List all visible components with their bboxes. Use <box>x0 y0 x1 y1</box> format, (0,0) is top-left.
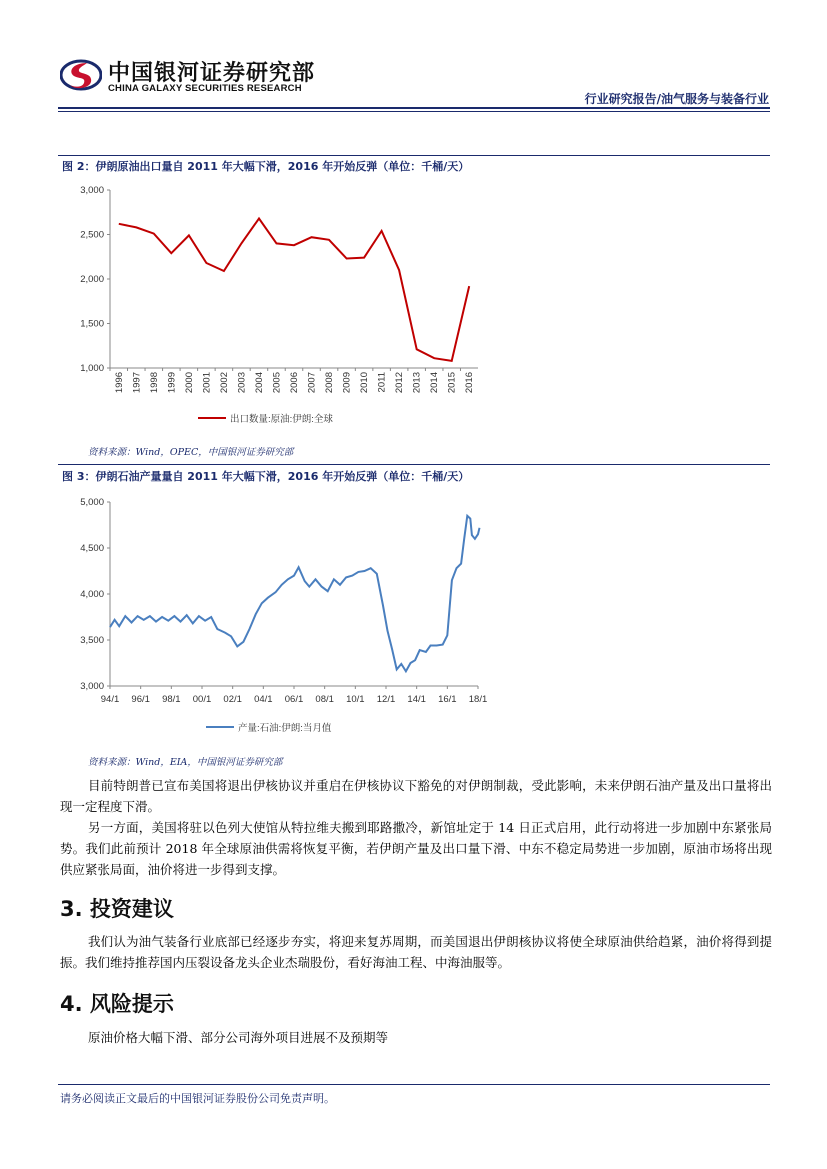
x-tick-label: 04/1 <box>254 694 273 705</box>
report-type: 行业研究报告/油气服务与装备行业 <box>584 92 769 106</box>
x-tick-label: 06/1 <box>284 694 304 705</box>
x-tick-label: 1997 <box>131 372 143 394</box>
body-paragraph: 原油价格大幅下滑、部分公司海外项目进展不及预期等 <box>88 1030 389 1045</box>
x-tick-label: 18/1 <box>468 694 488 705</box>
series-line <box>119 219 469 361</box>
x-tick-label: 1999 <box>166 372 178 394</box>
y-tick-label: 1,000 <box>80 363 104 374</box>
x-tick-label: 02/1 <box>223 694 242 705</box>
y-tick-label: 2,000 <box>80 274 104 285</box>
x-tick-label: 2013 <box>411 372 423 394</box>
figure-title: 图 3：伊朗石油产量量自 2011 年大幅下滑，2016 年开始反弹（单位：千桶/天） <box>62 470 470 483</box>
y-tick-label: 3,000 <box>80 185 104 196</box>
legend-label: 出口数量:原油:伊朗:全球 <box>230 414 333 425</box>
x-tick-label: 2005 <box>271 372 283 394</box>
x-tick-label: 14/1 <box>407 694 426 705</box>
y-tick-label: 3,500 <box>80 635 104 646</box>
x-tick-label: 16/1 <box>438 694 457 705</box>
x-tick-label: 94/1 <box>100 694 120 705</box>
figure-title: 图 2：伊朗原油出口量自 2011 年大幅下滑，2016 年开始反弹（单位：千桶/天） <box>62 160 470 173</box>
section-heading: 3. 投资建议 <box>60 897 174 921</box>
x-tick-label: 10/1 <box>346 694 365 705</box>
x-tick-label: 2000 <box>183 372 195 394</box>
x-tick-label: 2011 <box>376 372 388 393</box>
footer-rule <box>58 1084 770 1085</box>
body-paragraph: 另一方面，美国将驻以色列大使馆从特拉维夫搬到耶路撒冷，新馆址定于 14 日正式启用，此行动将进一步加剧中东紧张局势。我们此前预计 2018 年全球原油供需将恢复平衡，若伊朗产量及出口量下滑、中东不稳定局势进一步加剧，原油市场将出现供应紧张局面，油价将进一步得到支撑。 <box>60 820 772 877</box>
x-tick-label: 2010 <box>359 372 371 394</box>
x-tick-label: 2012 <box>394 372 406 394</box>
x-tick-label: 1998 <box>148 372 160 394</box>
figure-rule <box>58 464 770 465</box>
x-tick-label: 2007 <box>306 372 318 394</box>
y-tick-label: 5,000 <box>80 497 104 508</box>
figure-source: 资料来源：Wind，OPEC，中国银河证券研究部 <box>88 447 294 458</box>
y-tick-label: 2,500 <box>80 229 104 241</box>
y-tick-label: 3,000 <box>80 681 104 692</box>
legend-label: 产量:石油:伊朗:当月值 <box>238 723 332 734</box>
section-heading: 4. 风险提示 <box>60 992 174 1016</box>
header-rule-thin <box>58 111 770 112</box>
x-tick-label: 08/1 <box>315 694 334 705</box>
x-tick-label: 2001 <box>201 372 213 394</box>
y-tick-label: 4,500 <box>80 543 104 554</box>
x-tick-label: 2009 <box>341 372 353 394</box>
x-tick-label: 2004 <box>253 372 265 394</box>
x-tick-label: 2015 <box>446 372 458 394</box>
x-tick-label: 98/1 <box>162 694 181 705</box>
body-paragraph: 我们认为油气装备行业底部已经逐步夯实，将迎来复苏周期，而美国退出伊朗核协议将使全球原油供给趋紧，油价将得到提振。我们维持推荐国内压裂设备龙头企业杰瑞股份，看好海油工程、中海油服等。 <box>60 934 772 970</box>
x-tick-label: 2008 <box>324 372 336 394</box>
x-tick-label: 2014 <box>429 372 441 394</box>
company-name-cn: 中国银河证券研究部 <box>108 61 316 86</box>
x-tick-label: 2006 <box>289 372 300 394</box>
x-tick-label: 2002 <box>218 372 230 394</box>
x-tick-label: 1996 <box>113 372 125 394</box>
disclaimer-note: 请务必阅读正文最后的中国银河证券股份公司免责声明。 <box>60 1092 335 1105</box>
x-tick-label: 2003 <box>236 372 248 394</box>
production-line-chart <box>58 490 498 740</box>
figure-rule <box>58 155 770 156</box>
figure-source: 资料来源：Wind，EIA，中国银河证券研究部 <box>88 757 283 768</box>
company-name-en: CHINA GALAXY SECURITIES RESEARCH <box>108 83 302 94</box>
series-line <box>110 516 480 672</box>
body-paragraph: 目前特朗普已宣布美国将退出伊核协议并重启在伊核协议下豁免的对伊朗制裁，受此影响，未来伊朗石油产量及出口量将出现一定程度下滑。 <box>60 778 772 814</box>
x-tick-label: 2016 <box>464 372 476 394</box>
header-rule <box>58 107 770 109</box>
x-tick-label: 00/1 <box>192 694 212 705</box>
x-tick-label: 12/1 <box>376 694 396 705</box>
galaxy-logo-icon <box>60 58 102 92</box>
y-tick-label: 4,000 <box>80 589 104 600</box>
x-tick-label: 96/1 <box>131 694 150 705</box>
y-tick-label: 1,500 <box>80 318 104 330</box>
export-line-chart <box>58 178 498 433</box>
